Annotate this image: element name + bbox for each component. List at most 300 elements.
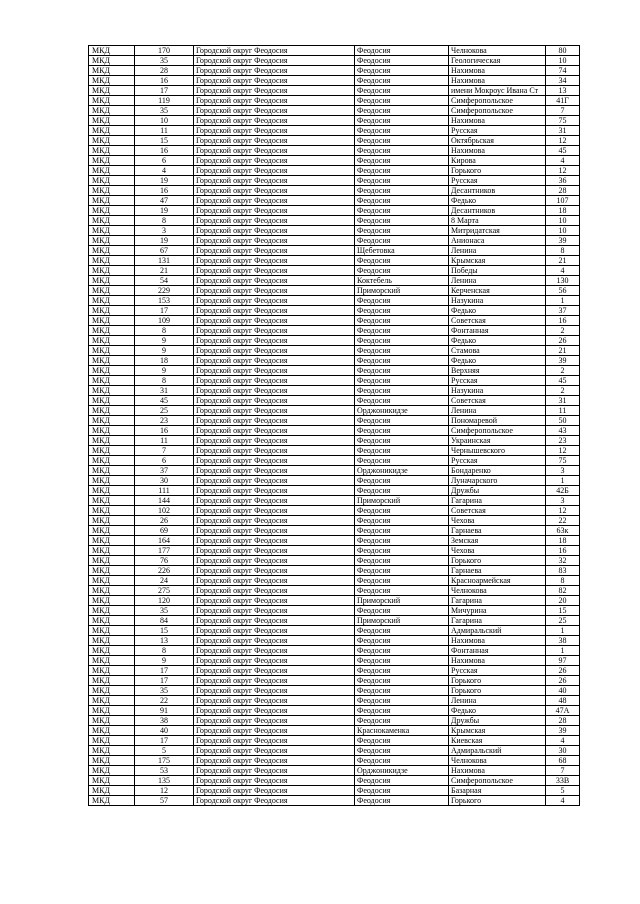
house-cell: 28 — [546, 186, 580, 196]
locality-cell: Феодосия — [355, 786, 449, 796]
house-cell: 5 — [546, 786, 580, 796]
type-cell: МКД — [89, 476, 135, 486]
number-cell: 119 — [135, 96, 194, 106]
locality-cell: Феодосия — [355, 46, 449, 56]
number-cell: 21 — [135, 266, 194, 276]
locality-cell: Феодосия — [355, 416, 449, 426]
number-cell: 177 — [135, 546, 194, 556]
table-row — [89, 46, 580, 56]
street-cell: Кирова — [449, 156, 546, 166]
street-cell: Адмиральский — [449, 746, 546, 756]
house-cell: 107 — [546, 196, 580, 206]
table-row — [89, 616, 580, 626]
house-cell: 43 — [546, 426, 580, 436]
table-row — [89, 656, 580, 666]
district-cell: Городской округ Феодосия — [194, 566, 355, 576]
district-cell: Городской округ Феодосия — [194, 466, 355, 476]
house-cell: 31 — [546, 396, 580, 406]
locality-cell: Феодосия — [355, 216, 449, 226]
locality-cell: Феодосия — [355, 206, 449, 216]
type-cell: МКД — [89, 356, 135, 366]
locality-cell: Феодосия — [355, 356, 449, 366]
table-row — [89, 86, 580, 96]
locality-cell: Феодосия — [355, 556, 449, 566]
number-cell: 120 — [135, 596, 194, 606]
type-cell: МКД — [89, 86, 135, 96]
table-row — [89, 256, 580, 266]
street-cell: Нахимова — [449, 66, 546, 76]
house-cell: 7 — [546, 106, 580, 116]
number-cell: 24 — [135, 576, 194, 586]
number-cell: 16 — [135, 186, 194, 196]
table-row — [89, 626, 580, 636]
type-cell: МКД — [89, 416, 135, 426]
district-cell: Городской округ Феодосия — [194, 236, 355, 246]
house-cell: 13 — [546, 86, 580, 96]
house-cell: 18 — [546, 536, 580, 546]
street-cell: Федько — [449, 706, 546, 716]
table-body — [89, 46, 580, 806]
table-row — [89, 516, 580, 526]
number-cell: 8 — [135, 376, 194, 386]
locality-cell: Феодосия — [355, 86, 449, 96]
number-cell: 35 — [135, 606, 194, 616]
table-row — [89, 366, 580, 376]
street-cell: Федько — [449, 356, 546, 366]
number-cell: 15 — [135, 626, 194, 636]
type-cell: МКД — [89, 536, 135, 546]
type-cell: МКД — [89, 506, 135, 516]
locality-cell: Феодосия — [355, 736, 449, 746]
district-cell: Городской округ Феодосия — [194, 156, 355, 166]
number-cell: 53 — [135, 766, 194, 776]
number-cell: 9 — [135, 346, 194, 356]
street-cell: Русская — [449, 456, 546, 466]
locality-cell: Феодосия — [355, 106, 449, 116]
street-cell: Челнокова — [449, 756, 546, 766]
type-cell: МКД — [89, 716, 135, 726]
house-cell: 83 — [546, 566, 580, 576]
district-cell: Городской округ Феодосия — [194, 356, 355, 366]
district-cell: Городской округ Феодосия — [194, 666, 355, 676]
locality-cell: Феодосия — [355, 646, 449, 656]
district-cell: Городской округ Феодосия — [194, 426, 355, 436]
district-cell: Городской округ Феодосия — [194, 456, 355, 466]
locality-cell: Феодосия — [355, 696, 449, 706]
number-cell: 91 — [135, 706, 194, 716]
locality-cell: Коктебель — [355, 276, 449, 286]
table-row — [89, 326, 580, 336]
house-cell: 82 — [546, 586, 580, 596]
locality-cell: Феодосия — [355, 136, 449, 146]
district-cell: Городской округ Феодосия — [194, 786, 355, 796]
number-cell: 22 — [135, 696, 194, 706]
table-row — [89, 116, 580, 126]
district-cell: Городской округ Феодосия — [194, 336, 355, 346]
type-cell: МКД — [89, 76, 135, 86]
number-cell: 19 — [135, 176, 194, 186]
number-cell: 28 — [135, 66, 194, 76]
house-cell: 8 — [546, 246, 580, 256]
table-row — [89, 386, 580, 396]
locality-cell: Феодосия — [355, 716, 449, 726]
type-cell: МКД — [89, 726, 135, 736]
street-cell: Крымская — [449, 726, 546, 736]
street-cell: Федько — [449, 306, 546, 316]
table-row — [89, 56, 580, 66]
type-cell: МКД — [89, 116, 135, 126]
street-cell: Симферопольское — [449, 96, 546, 106]
locality-cell: Феодосия — [355, 266, 449, 276]
street-cell: Ленина — [449, 276, 546, 286]
table-row — [89, 586, 580, 596]
table-row — [89, 236, 580, 246]
table-row — [89, 396, 580, 406]
street-cell: Митридатская — [449, 226, 546, 236]
locality-cell: Феодосия — [355, 146, 449, 156]
district-cell: Городской округ Феодосия — [194, 266, 355, 276]
table-row — [89, 216, 580, 226]
number-cell: 18 — [135, 356, 194, 366]
street-cell: Гагарина — [449, 496, 546, 506]
district-cell: Городской округ Феодосия — [194, 146, 355, 156]
street-cell: Русская — [449, 376, 546, 386]
number-cell: 11 — [135, 126, 194, 136]
type-cell: МКД — [89, 166, 135, 176]
street-cell: Гарнаева — [449, 526, 546, 536]
house-cell: 1 — [546, 476, 580, 486]
number-cell: 15 — [135, 136, 194, 146]
table-row — [89, 186, 580, 196]
street-cell: Симферопольское — [449, 776, 546, 786]
type-cell: МКД — [89, 736, 135, 746]
number-cell: 6 — [135, 456, 194, 466]
type-cell: МКД — [89, 226, 135, 236]
number-cell: 17 — [135, 306, 194, 316]
district-cell: Городской округ Феодосия — [194, 736, 355, 746]
house-cell: 40 — [546, 686, 580, 696]
table-row — [89, 696, 580, 706]
type-cell: МКД — [89, 146, 135, 156]
district-cell: Городской округ Феодосия — [194, 726, 355, 736]
district-cell: Городской округ Феодосия — [194, 226, 355, 236]
number-cell: 4 — [135, 166, 194, 176]
number-cell: 3 — [135, 226, 194, 236]
locality-cell: Феодосия — [355, 566, 449, 576]
type-cell: МКД — [89, 436, 135, 446]
number-cell: 23 — [135, 416, 194, 426]
street-cell: Крымская — [449, 256, 546, 266]
table-row — [89, 556, 580, 566]
house-cell: 4 — [546, 736, 580, 746]
table-row — [89, 126, 580, 136]
number-cell: 54 — [135, 276, 194, 286]
number-cell: 229 — [135, 286, 194, 296]
table-row — [89, 526, 580, 536]
number-cell: 9 — [135, 656, 194, 666]
locality-cell: Феодосия — [355, 776, 449, 786]
locality-cell: Феодосия — [355, 686, 449, 696]
type-cell: МКД — [89, 56, 135, 66]
house-cell: 1 — [546, 646, 580, 656]
locality-cell: Феодосия — [355, 656, 449, 666]
type-cell: МКД — [89, 366, 135, 376]
locality-cell: Феодосия — [355, 506, 449, 516]
table-row — [89, 466, 580, 476]
table-row — [89, 146, 580, 156]
district-cell: Городской округ Феодосия — [194, 86, 355, 96]
street-cell: Десантников — [449, 186, 546, 196]
house-cell: 12 — [546, 506, 580, 516]
number-cell: 16 — [135, 76, 194, 86]
street-cell: Горького — [449, 556, 546, 566]
district-cell: Городской округ Феодосия — [194, 686, 355, 696]
street-cell: Анионаса — [449, 236, 546, 246]
table-row — [89, 576, 580, 586]
street-cell: Симферопольское — [449, 426, 546, 436]
district-cell: Городской округ Феодосия — [194, 96, 355, 106]
street-cell: Ленина — [449, 696, 546, 706]
type-cell: МКД — [89, 796, 135, 806]
house-cell: 16 — [546, 546, 580, 556]
locality-cell: Феодосия — [355, 56, 449, 66]
type-cell: МКД — [89, 396, 135, 406]
house-cell: 12 — [546, 166, 580, 176]
type-cell: МКД — [89, 566, 135, 576]
table-row — [89, 356, 580, 366]
house-cell: 2 — [546, 366, 580, 376]
table-row — [89, 486, 580, 496]
number-cell: 26 — [135, 516, 194, 526]
table-row — [89, 416, 580, 426]
number-cell: 16 — [135, 146, 194, 156]
house-cell: 74 — [546, 66, 580, 76]
locality-cell: Феодосия — [355, 606, 449, 616]
district-cell: Городской округ Феодосия — [194, 766, 355, 776]
number-cell: 275 — [135, 586, 194, 596]
house-cell: 25 — [546, 616, 580, 626]
district-cell: Городской округ Феодосия — [194, 646, 355, 656]
locality-cell: Феодосия — [355, 436, 449, 446]
table-row — [89, 276, 580, 286]
district-cell: Городской округ Феодосия — [194, 636, 355, 646]
locality-cell: Щебетовка — [355, 246, 449, 256]
table-row — [89, 636, 580, 646]
type-cell: МКД — [89, 586, 135, 596]
street-cell: Горького — [449, 686, 546, 696]
number-cell: 8 — [135, 646, 194, 656]
district-cell: Городской округ Феодосия — [194, 176, 355, 186]
street-cell: Чехова — [449, 516, 546, 526]
house-cell: 15 — [546, 606, 580, 616]
street-cell: Нахимова — [449, 76, 546, 86]
number-cell: 25 — [135, 406, 194, 416]
table-row — [89, 536, 580, 546]
locality-cell: Феодосия — [355, 626, 449, 636]
house-cell: 32 — [546, 556, 580, 566]
table-row — [89, 176, 580, 186]
district-cell: Городской округ Феодосия — [194, 196, 355, 206]
house-cell: 23 — [546, 436, 580, 446]
table-row — [89, 96, 580, 106]
locality-cell: Феодосия — [355, 306, 449, 316]
house-cell: 48 — [546, 696, 580, 706]
type-cell: МКД — [89, 686, 135, 696]
table-row — [89, 286, 580, 296]
street-cell: Украинская — [449, 436, 546, 446]
house-cell: 20 — [546, 596, 580, 606]
type-cell: МКД — [89, 306, 135, 316]
number-cell: 9 — [135, 336, 194, 346]
district-cell: Городской округ Феодосия — [194, 256, 355, 266]
locality-cell: Феодосия — [355, 186, 449, 196]
type-cell: МКД — [89, 326, 135, 336]
street-cell: Горького — [449, 796, 546, 806]
number-cell: 12 — [135, 786, 194, 796]
table-row — [89, 156, 580, 166]
number-cell: 175 — [135, 756, 194, 766]
number-cell: 226 — [135, 566, 194, 576]
number-cell: 13 — [135, 636, 194, 646]
table-row — [89, 296, 580, 306]
type-cell: МКД — [89, 266, 135, 276]
number-cell: 10 — [135, 116, 194, 126]
street-cell: Чернышевского — [449, 446, 546, 456]
table-row — [89, 346, 580, 356]
street-cell: Ленина — [449, 406, 546, 416]
street-cell: имени Мокроус Ивана Ст — [449, 86, 546, 96]
number-cell: 19 — [135, 206, 194, 216]
street-cell: Русская — [449, 176, 546, 186]
number-cell: 6 — [135, 156, 194, 166]
table-row — [89, 566, 580, 576]
street-cell: Дружбы — [449, 716, 546, 726]
street-cell: Русская — [449, 666, 546, 676]
street-cell: Адмиральский — [449, 626, 546, 636]
district-cell: Городской округ Феодосия — [194, 776, 355, 786]
type-cell: МКД — [89, 456, 135, 466]
locality-cell: Феодосия — [355, 316, 449, 326]
house-cell: 10 — [546, 56, 580, 66]
number-cell: 35 — [135, 106, 194, 116]
locality-cell: Феодосия — [355, 526, 449, 536]
house-cell: 12 — [546, 446, 580, 456]
type-cell: МКД — [89, 386, 135, 396]
district-cell: Городской округ Феодосия — [194, 556, 355, 566]
street-cell: Мичурина — [449, 606, 546, 616]
street-cell: Назукина — [449, 296, 546, 306]
district-cell: Городской округ Феодосия — [194, 656, 355, 666]
street-cell: Федько — [449, 196, 546, 206]
locality-cell: Феодосия — [355, 116, 449, 126]
house-cell: 31 — [546, 126, 580, 136]
street-cell: Федько — [449, 336, 546, 346]
number-cell: 17 — [135, 736, 194, 746]
street-cell: Керченская — [449, 286, 546, 296]
locality-cell: Феодосия — [355, 516, 449, 526]
locality-cell: Феодосия — [355, 326, 449, 336]
table-row — [89, 796, 580, 806]
house-cell: 21 — [546, 256, 580, 266]
street-cell: Бондаренко — [449, 466, 546, 476]
district-cell: Городской округ Феодосия — [194, 696, 355, 706]
district-cell: Городской округ Феодосия — [194, 536, 355, 546]
type-cell: МКД — [89, 66, 135, 76]
table-row — [89, 686, 580, 696]
district-cell: Городской округ Феодосия — [194, 116, 355, 126]
type-cell: МКД — [89, 636, 135, 646]
house-cell: 2 — [546, 326, 580, 336]
house-cell: 26 — [546, 336, 580, 346]
locality-cell: Феодосия — [355, 166, 449, 176]
type-cell: МКД — [89, 486, 135, 496]
table-row — [89, 496, 580, 506]
district-cell: Городской округ Феодосия — [194, 746, 355, 756]
type-cell: МКД — [89, 756, 135, 766]
table-row — [89, 316, 580, 326]
locality-cell: Краснокаменка — [355, 726, 449, 736]
number-cell: 19 — [135, 236, 194, 246]
locality-cell: Феодосия — [355, 476, 449, 486]
type-cell: МКД — [89, 236, 135, 246]
house-cell: 39 — [546, 356, 580, 366]
table-row — [89, 196, 580, 206]
locality-cell: Феодосия — [355, 486, 449, 496]
house-cell: 16 — [546, 316, 580, 326]
house-cell: 36 — [546, 176, 580, 186]
type-cell: МКД — [89, 176, 135, 186]
table-row — [89, 666, 580, 676]
number-cell: 67 — [135, 246, 194, 256]
street-cell: Фонтанная — [449, 326, 546, 336]
district-cell: Городской округ Феодосия — [194, 576, 355, 586]
house-cell: 63к — [546, 526, 580, 536]
table-row — [89, 376, 580, 386]
type-cell: МКД — [89, 596, 135, 606]
number-cell: 5 — [135, 746, 194, 756]
table-row — [89, 106, 580, 116]
locality-cell: Феодосия — [355, 256, 449, 266]
street-cell: Дружбы — [449, 486, 546, 496]
number-cell: 40 — [135, 726, 194, 736]
locality-cell: Приморский — [355, 596, 449, 606]
house-cell: 4 — [546, 156, 580, 166]
street-cell: Стамова — [449, 346, 546, 356]
number-cell: 17 — [135, 86, 194, 96]
type-cell: МКД — [89, 786, 135, 796]
locality-cell: Орджоникидзе — [355, 466, 449, 476]
house-cell: 45 — [546, 376, 580, 386]
number-cell: 69 — [135, 526, 194, 536]
house-cell: 26 — [546, 676, 580, 686]
street-cell: Геологическая — [449, 56, 546, 66]
table-row — [89, 76, 580, 86]
district-cell: Городской округ Феодосия — [194, 416, 355, 426]
street-cell: Верхняя — [449, 366, 546, 376]
type-cell: МКД — [89, 576, 135, 586]
number-cell: 57 — [135, 796, 194, 806]
district-cell: Городской округ Феодосия — [194, 586, 355, 596]
district-cell: Городской округ Феодосия — [194, 366, 355, 376]
table-row — [89, 776, 580, 786]
type-cell: МКД — [89, 776, 135, 786]
house-cell: 97 — [546, 656, 580, 666]
street-cell: Победы — [449, 266, 546, 276]
type-cell: МКД — [89, 556, 135, 566]
street-cell: Октябрьская — [449, 136, 546, 146]
house-cell: 8 — [546, 576, 580, 586]
house-cell: 10 — [546, 216, 580, 226]
